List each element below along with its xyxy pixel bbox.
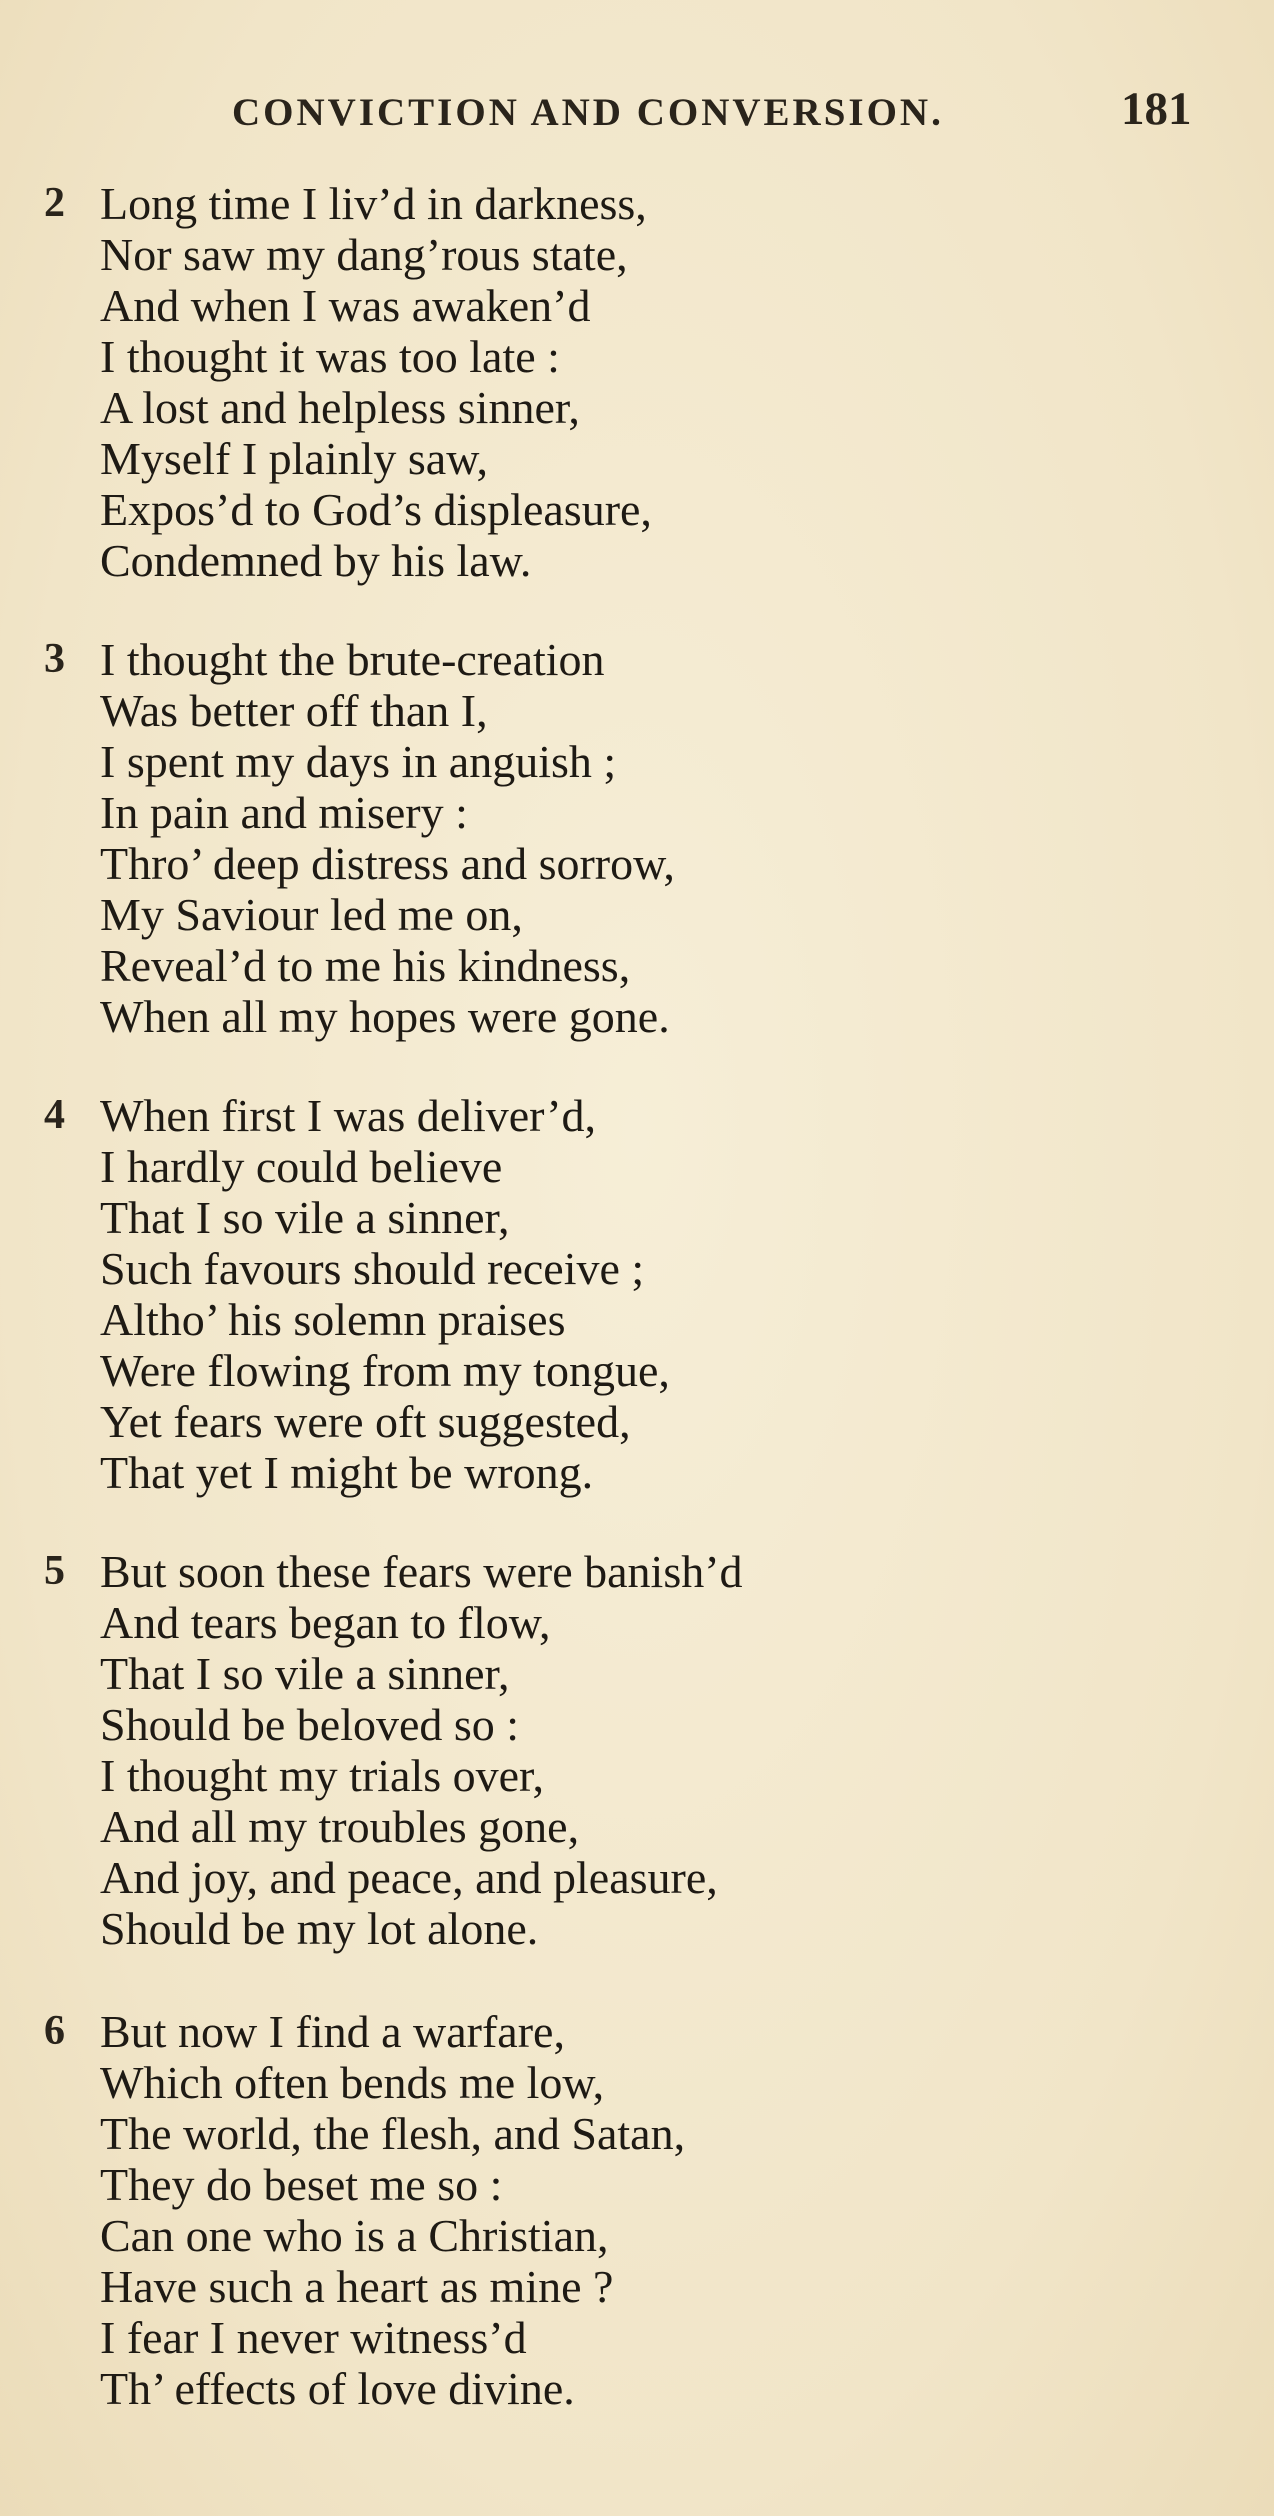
page-number: 181 — [1121, 83, 1192, 135]
running-title: CONVICTION AND CONVERSION. — [232, 91, 944, 134]
verse-line: Altho’ his solemn praises — [100, 1294, 566, 1345]
verse-line: I thought the brute-creation — [100, 634, 605, 685]
stanza-number: 5 — [44, 1548, 65, 1594]
stanza-lines — [100, 1090, 670, 1498]
verse-line: And when I was awaken’d — [100, 280, 591, 331]
verse-line: And joy, and peace, and pleasure, — [100, 1852, 718, 1903]
verse-line: Yet fears were oft suggested, — [100, 1396, 631, 1447]
verse-line: In pain and misery : — [100, 787, 468, 838]
verse-line: I thought it was too late : — [100, 331, 560, 382]
verse-line: And tears began to flow, — [100, 1597, 551, 1648]
verse-line: That yet I might be wrong. — [100, 1447, 594, 1498]
verse-line: Were flowing from my tongue, — [100, 1345, 670, 1396]
verse-line: Expos’d to God’s displeasure, — [100, 484, 652, 535]
verse-line: Reveal’d to me his kindness, — [100, 940, 631, 991]
stanza-lines — [100, 2006, 685, 2414]
stanza-number: 4 — [44, 1092, 65, 1138]
verse-line: A lost and helpless sinner, — [100, 382, 580, 433]
verse-line: That I so vile a sinner, — [100, 1648, 510, 1699]
verse-line: Which often bends me low, — [100, 2057, 605, 2108]
verse-line: Was better off than I, — [100, 685, 488, 736]
verse-line: I thought my trials over, — [100, 1750, 545, 1801]
stanza-lines — [100, 1546, 743, 1954]
stanza-number: 6 — [44, 2008, 65, 2054]
verse-line: Long time I liv’d in darkness, — [100, 178, 647, 229]
verse-line: The world, the flesh, and Satan, — [100, 2108, 686, 2159]
verse-line: I spent my days in anguish ; — [100, 736, 617, 787]
stanza-lines — [100, 178, 652, 586]
stanza-number: 2 — [44, 180, 65, 226]
verse-line: They do beset me so : — [100, 2159, 503, 2210]
verse-line: Should be my lot alone. — [100, 1903, 539, 1954]
verse-line: I fear I never witness’d — [100, 2312, 527, 2363]
verse-line: Thro’ deep distress and sorrow, — [100, 838, 675, 889]
verse-line: I hardly could believe — [100, 1141, 503, 1192]
verse-line: Condemned by his law. — [100, 535, 532, 586]
verse-line: Such favours should receive ; — [100, 1243, 645, 1294]
stanza-number: 3 — [44, 636, 65, 682]
verse-line: But soon these fears were banish’d — [100, 1546, 743, 1597]
verse-line: When first I was deliver’d, — [100, 1090, 597, 1141]
verse-line: Should be beloved so : — [100, 1699, 520, 1750]
verse-line: My Saviour led me on, — [100, 889, 523, 940]
verse-line: And all my troubles gone, — [100, 1801, 580, 1852]
verse-line: Can one who is a Christian, — [100, 2210, 609, 2261]
verse-line: Have such a heart as mine ? — [100, 2261, 614, 2312]
stanza-lines — [100, 634, 675, 1042]
verse-line: Th’ effects of love divine. — [100, 2363, 575, 2414]
verse-line: That I so vile a sinner, — [100, 1192, 510, 1243]
verse-line: Nor saw my dang’rous state, — [100, 229, 628, 280]
verse-line: Myself I plainly saw, — [100, 433, 488, 484]
page-header — [0, 80, 1274, 140]
verse-line: But now I find a warfare, — [100, 2006, 565, 2057]
verse-line: When all my hopes were gone. — [100, 991, 670, 1042]
